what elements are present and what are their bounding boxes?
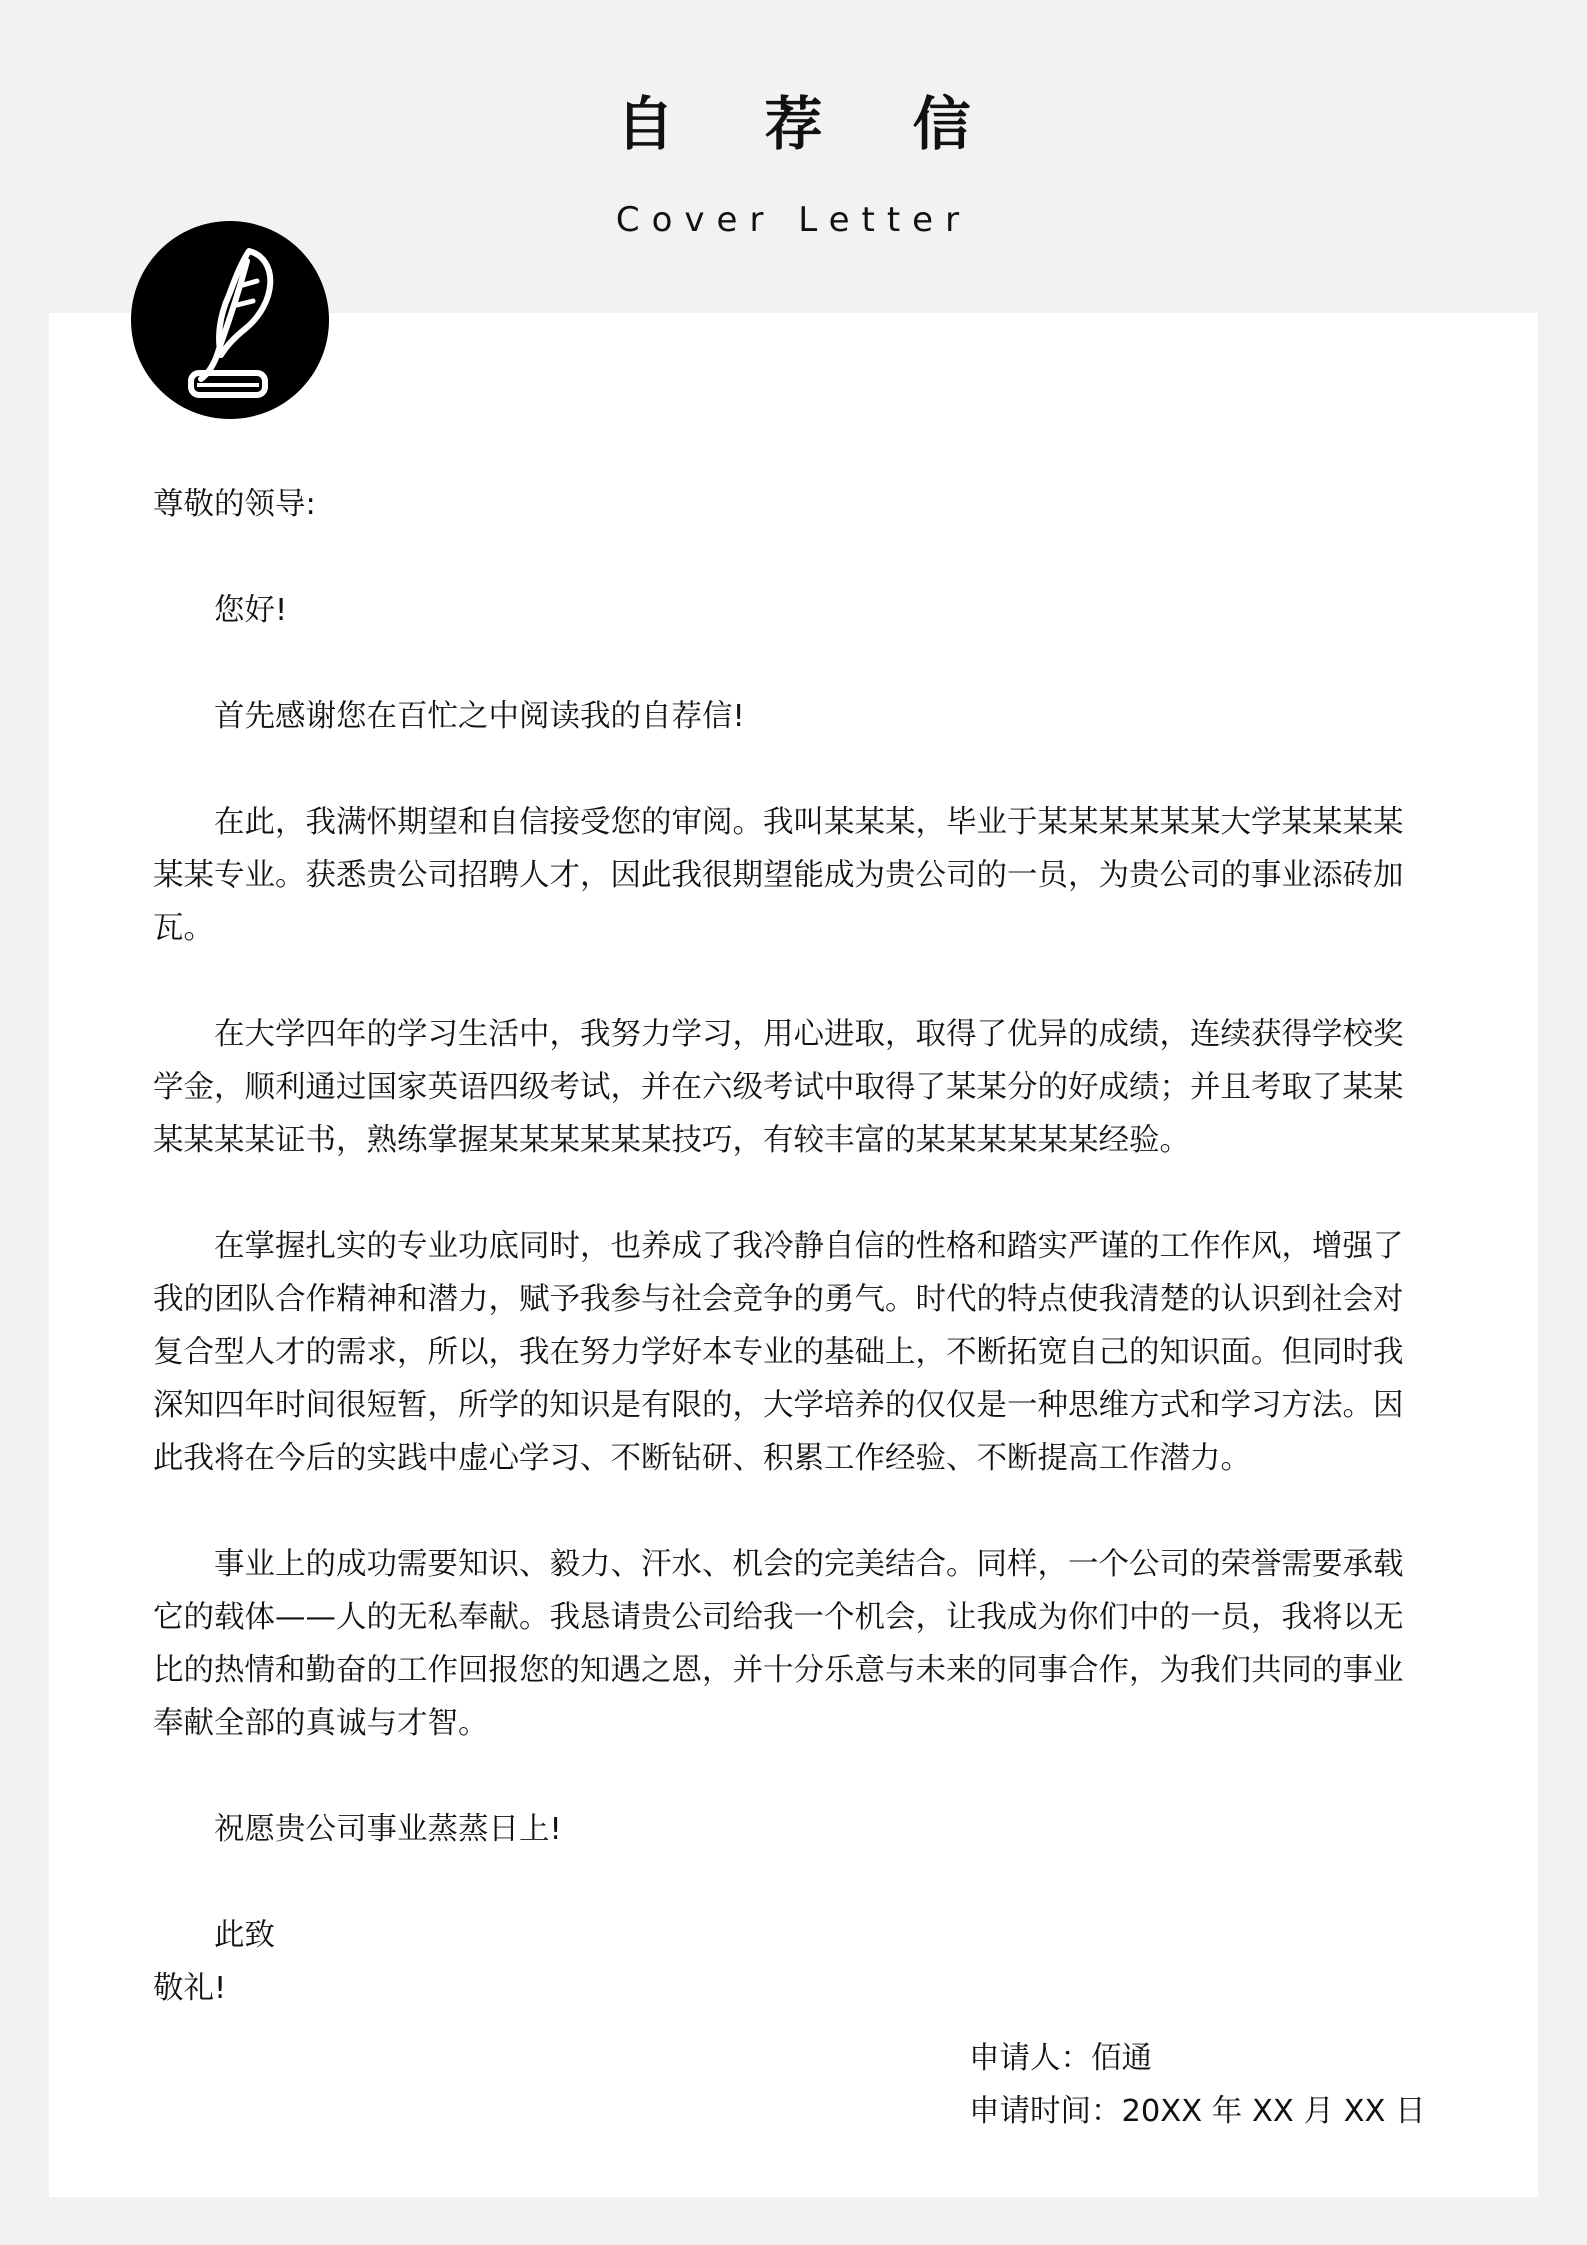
letter-paragraph: 事业上的成功需要知识、毅力、汗水、机会的完美结合。同样，一个公司的荣誉需要承载它的载体——人的无私奉献。我恳请贵公司给我一个机会，让我成为你们中的一员，我将以无比的热情和勤奋的工作回报您的知遇之恩，并十分乐意与未来的同事合作，为我们共同的事业奉献全部的真诚与才智。 bbox=[153, 1547, 1404, 1741]
application-date: 申请时间：20XX 年 XX 月 XX 日 bbox=[969, 2094, 1426, 2129]
letter-regards: 敬礼! bbox=[153, 1971, 227, 2006]
letter-closing: 此致 bbox=[214, 1918, 275, 1953]
letter-paragraph: 在大学四年的学习生活中，我努力学习，用心进取，取得了优异的成绩，连续获得学校奖学金，顺利通过国家英语四级考试，并在六级考试中取得了某某分的好成绩；并且考取了某某某某某某证书，熟练掌握某某某某某某技巧，有较丰富的某某某某某某经验。 bbox=[153, 1017, 1404, 1158]
letter-paragraph: 首先感谢您在百忙之中阅读我的自荐信! bbox=[214, 699, 745, 734]
letter-paragraph: 在此，我满怀期望和自信接受您的审阅。我叫某某某，毕业于某某某某某某大学某某某某某某专业。获悉贵公司招聘人才，因此我很期望能成为贵公司的一员，为贵公司的事业添砖加瓦。 bbox=[153, 805, 1404, 946]
letter-greeting: 您好! bbox=[214, 593, 288, 628]
applicant-name: 申请人：佰通 bbox=[969, 2041, 1152, 2076]
letter-salutation: 尊敬的领导: bbox=[153, 487, 316, 522]
quill-pen-icon bbox=[131, 221, 329, 419]
letter-body bbox=[153, 478, 1433, 2015]
signature-block bbox=[969, 2032, 1426, 2138]
page-subtitle: Cover Letter bbox=[615, 200, 972, 240]
letter-paragraph: 在掌握扎实的专业功底同时，也养成了我冷静自信的性格和踏实严谨的工作作风，增强了我的团队合作精神和潜力，赋予我参与社会竞争的勇气。时代的特点使我清楚的认识到社会对复合型人才的需求，所以，我在努力学好本专业的基础上，不断拓宽自己的知识面。但同时我深知四年时间很短暂，所学的知识是有限的，大学培养的仅仅是一种思维方式和学习方法。因此我将在今后的实践中虚心学习、不断钻研、积累工作经验、不断提高工作潜力。 bbox=[153, 1229, 1404, 1476]
page-title: 自 荐 信 bbox=[616, 90, 971, 158]
letter-paragraph: 祝愿贵公司事业蒸蒸日上! bbox=[214, 1812, 562, 1847]
logo-badge bbox=[131, 221, 329, 419]
